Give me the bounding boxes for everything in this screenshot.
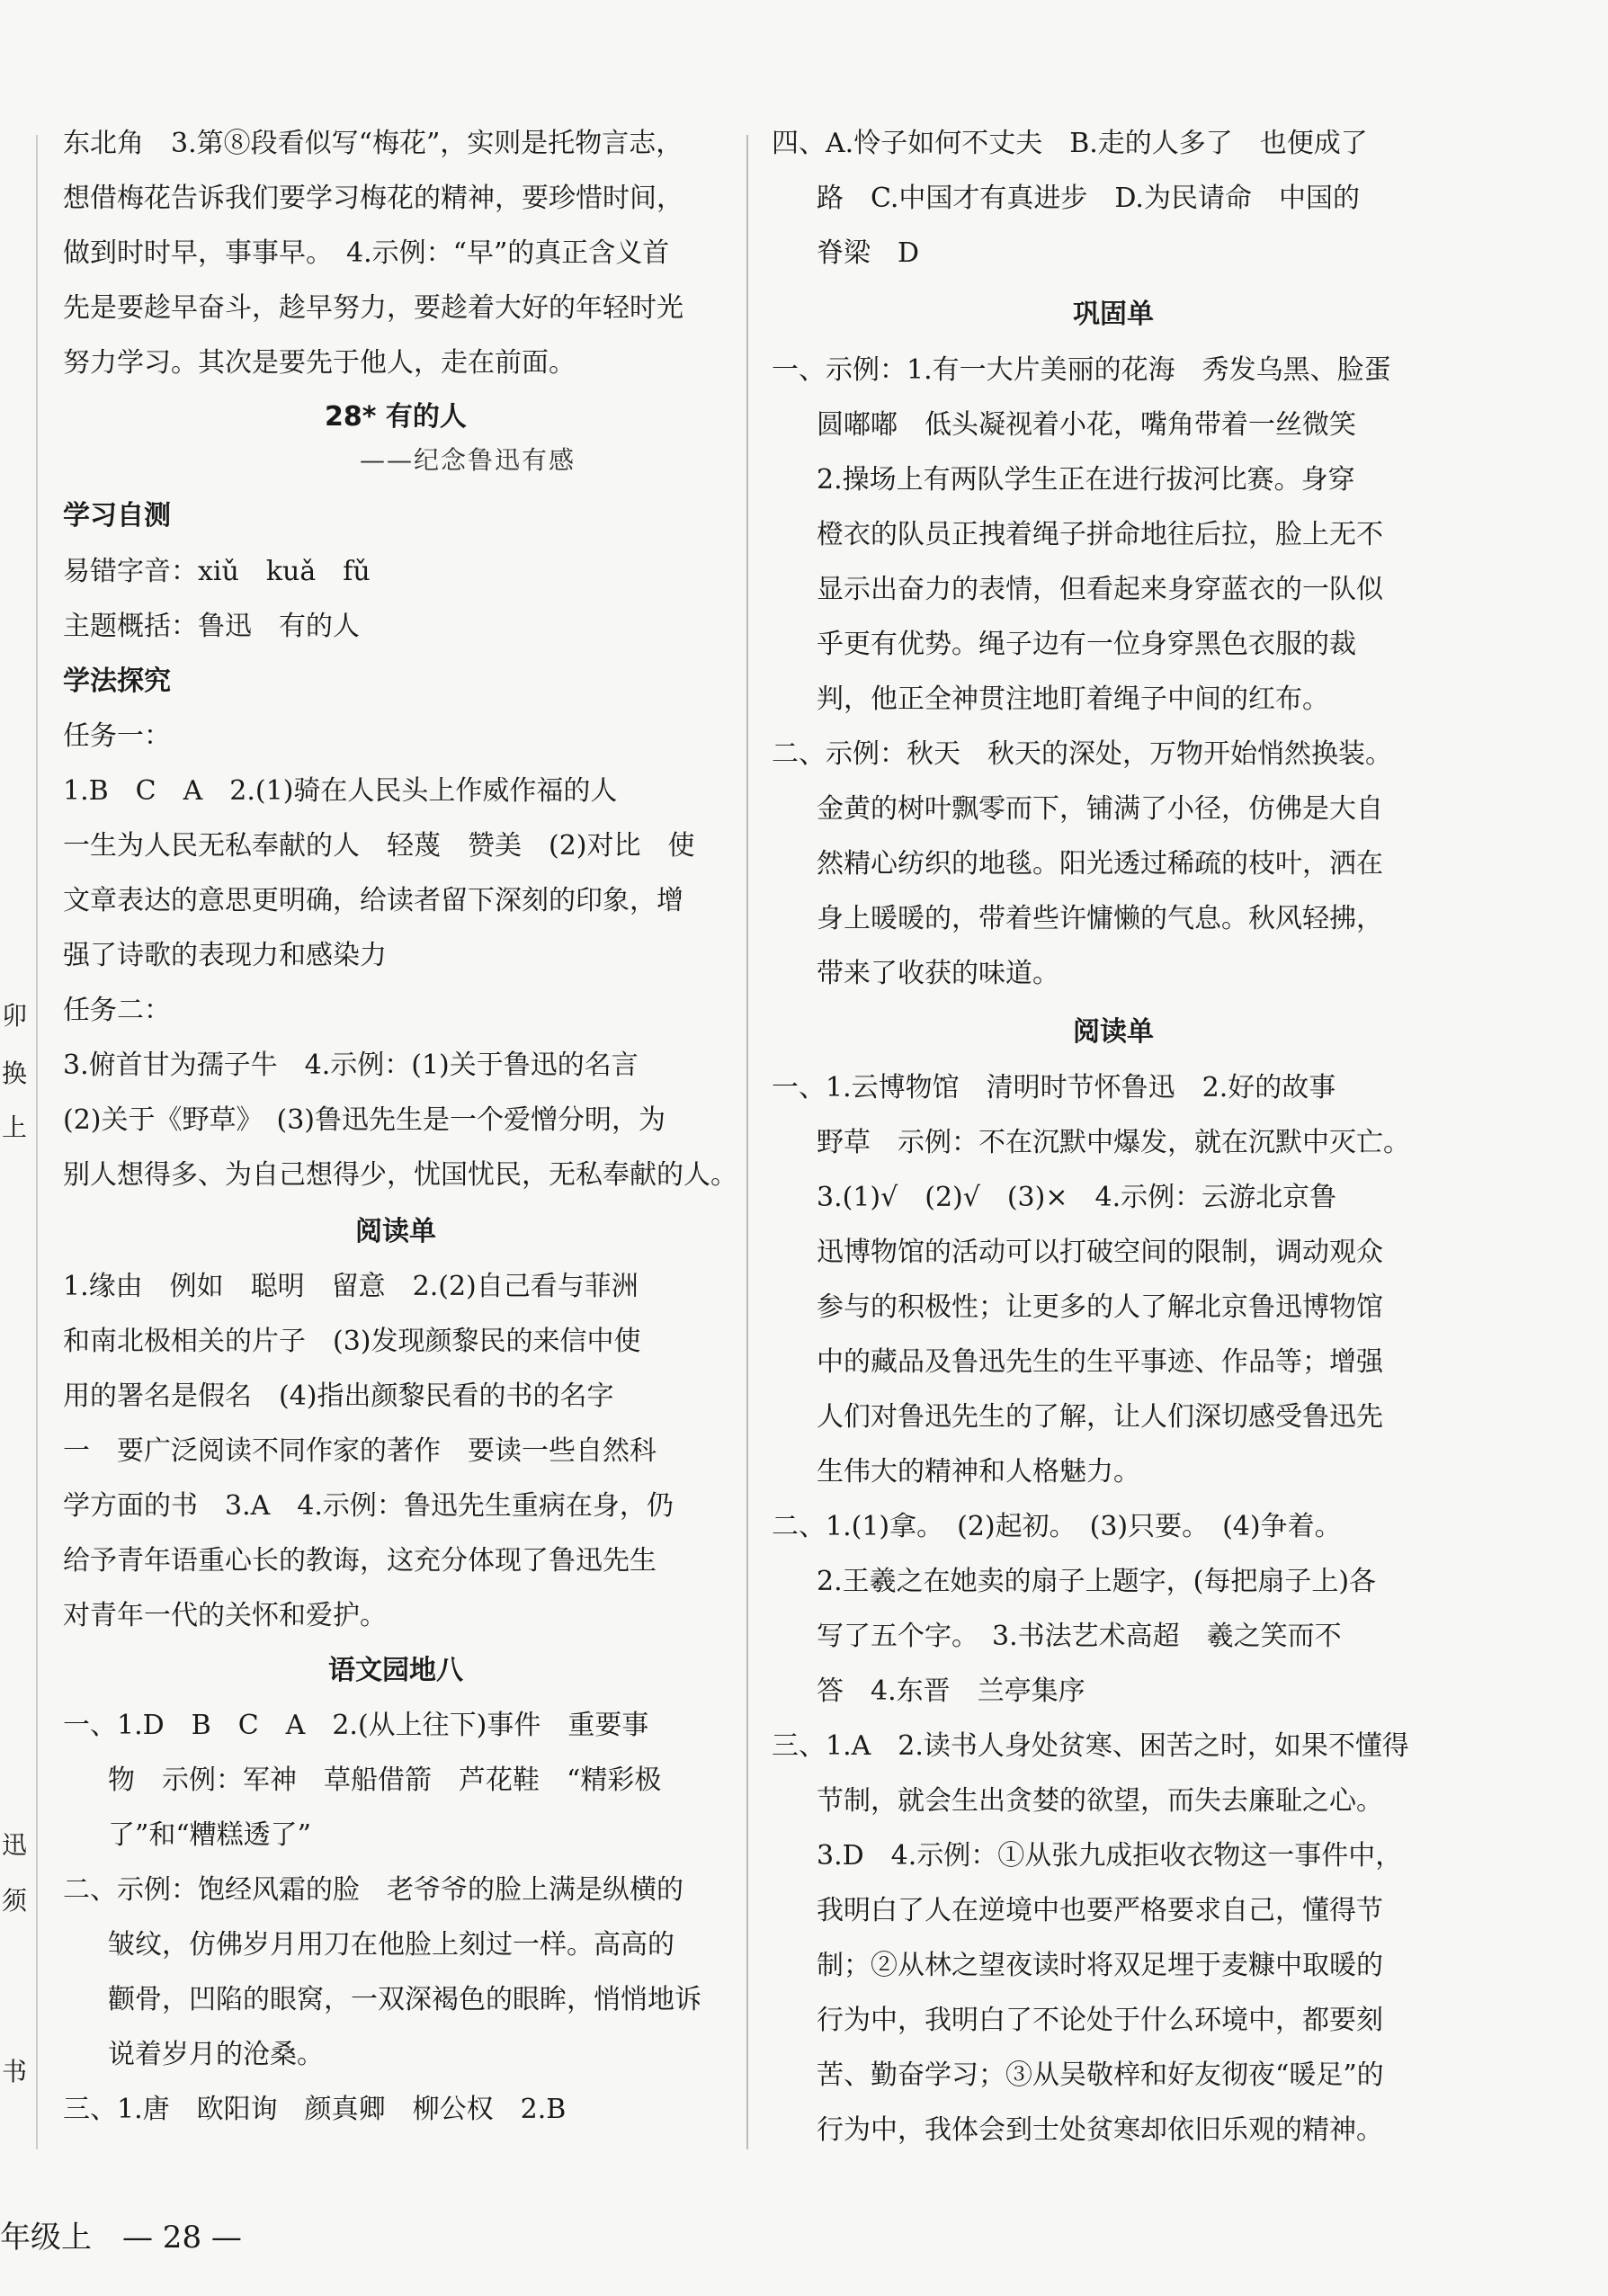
text-line: 一、1.D B C A 2.(从上往下)事件 重要事 <box>63 1710 649 1741</box>
text-line: 二、示例：秋天 秋天的深处，万物开始悄然换装。 <box>772 738 1392 770</box>
text-line: 苦、勤奋学习；③从吴敬梓和好友彻夜“暖足”的 <box>817 2059 1384 2091</box>
text-line: 1.B C A 2.(1)骑在人民头上作威作福的人 <box>63 775 618 807</box>
text-line: 1.缘由 例如 聪明 留意 2.(2)自己看与菲洲 <box>63 1271 639 1302</box>
text-line: 对青年一代的关怀和爱护。 <box>63 1600 387 1631</box>
text-line: 和南北极相关的片子 (3)发现颜黎民的来信中使 <box>63 1326 641 1357</box>
left-margin-rule <box>36 135 38 2149</box>
text-line: 我明白了人在逆境中也要严格要求自己，懂得节 <box>817 1895 1383 1926</box>
text-line: 物 示例：军神 草船借箭 芦花鞋 “精彩极 <box>108 1764 662 1796</box>
text-line: 三、1.A 2.读书人身处贫寒、困苦之时，如果不懂得 <box>772 1730 1409 1762</box>
text-line: 行为中，我体会到士处贫寒却依旧乐观的精神。 <box>817 2114 1383 2146</box>
text-line: 颧骨，凹陷的眼窝，一双深褐色的眼眸，悄悄地诉 <box>108 1984 701 2015</box>
text-line: 主题概括：鲁迅 有的人 <box>63 611 360 642</box>
text-line: 脊梁 D <box>817 237 920 269</box>
margin-char: 书 <box>2 2057 28 2086</box>
text-line: 努力学习。其次是要先于他人，走在前面。 <box>63 347 576 379</box>
text-line: 金黄的树叶飘零而下，铺满了小径，仿佛是大自 <box>817 793 1383 825</box>
text-line: 皱纹，仿佛岁月用刀在他脸上刻过一样。高高的 <box>108 1929 674 1961</box>
text-line: 身上暖暖的，带着些许慵懒的气息。秋风轻拂， <box>817 903 1383 934</box>
text-line: 迅博物馆的活动可以打破空间的限制，调动观众 <box>817 1237 1383 1268</box>
margin-char: 换 <box>2 1059 28 1088</box>
text-line: 一、示例：1.有一大片美丽的花海 秀发乌黑、脸蛋 <box>772 354 1391 386</box>
text-line: 然精心纺织的地毯。阳光透过稀疏的枝叶，洒在 <box>817 848 1383 880</box>
section-heading: 学习自测 <box>63 500 171 532</box>
text-line: 答 4.东晋 兰亭集序 <box>817 1675 1085 1707</box>
text-line: 二、示例：饱经风霜的脸 老爷爷的脸上满是纵横的 <box>63 1874 683 1906</box>
text-line: 圆嘟嘟 低头凝视着小花，嘴角带着一丝微笑 <box>817 409 1356 441</box>
text-line: 参与的积极性；让更多的人了解北京鲁迅博物馆 <box>817 1291 1383 1323</box>
section-heading: 阅读单 <box>355 1216 436 1247</box>
text-line: 一 要广泛阅读不同作家的著作 要读一些自然科 <box>63 1435 657 1467</box>
text-line: 带来了收获的味道。 <box>817 958 1059 989</box>
margin-char: 迅 <box>2 1830 28 1860</box>
margin-char: 上 <box>2 1112 28 1142</box>
text-line: 一生为人民无私奉献的人 轻蔑 赞美 (2)对比 使 <box>63 830 695 862</box>
lesson-subtitle: ——纪念鲁迅有感 <box>360 445 576 475</box>
text-line: 3.(1)√ (2)√ (3)× 4.示例：云游北京鲁 <box>817 1182 1337 1213</box>
text-line: 说着岁月的沧桑。 <box>108 2039 324 2070</box>
text-line: 别人想得多、为自己想得少，忧国忧民，无私奉献的人。 <box>63 1159 737 1191</box>
text-line: 二、1.(1)拿。 (2)起初。 (3)只要。 (4)争着。 <box>772 1511 1342 1542</box>
text-line: 行为中，我明白了不论处于什么环境中，都要刻 <box>817 2005 1383 2036</box>
text-line: 三、1.唐 欧阳询 颜真卿 柳公权 2.B <box>63 2094 567 2125</box>
text-line: 先是要趁早奋斗，趁早努力，要趁着大好的年轻时光 <box>63 292 683 324</box>
text-line: 用的署名是假名 (4)指出颜黎民看的书的名字 <box>63 1380 614 1412</box>
text-line: 橙衣的队员正拽着绳子拼命地往后拉，脸上无不 <box>817 519 1383 550</box>
text-line: 3.俯首甘为孺子牛 4.示例：(1)关于鲁迅的名言 <box>63 1050 639 1081</box>
page-footer: 年级上 — 28 — <box>0 2220 242 2256</box>
text-line: 显示出奋力的表情，但看起来身穿蓝衣的一队似 <box>817 574 1383 605</box>
text-line: 乎更有优势。绳子边有一位身穿黑色衣服的裁 <box>817 629 1356 660</box>
text-line: (2)关于《野草》 (3)鲁迅先生是一个爱憎分明，为 <box>63 1104 666 1136</box>
text-line: 节制，就会生出贪婪的欲望，而失去廉耻之心。 <box>817 1785 1383 1817</box>
margin-char: 卯 <box>2 1001 28 1031</box>
text-line: 想借梅花告诉我们要学习梅花的精神，要珍惜时间， <box>63 183 683 214</box>
text-line: 生伟大的精神和人格魅力。 <box>817 1456 1140 1487</box>
text-line: 野草 示例：不在沉默中爆发，就在沉默中灭亡。 <box>817 1127 1410 1158</box>
text-line: 做到时时早，事事早。 4.示例：“早”的真正含义首 <box>63 237 670 269</box>
text-line: 给予青年语重心长的教诲，这充分体现了鲁迅先生 <box>63 1545 657 1577</box>
text-line: 任务二： <box>63 995 171 1026</box>
column-divider <box>746 135 748 2149</box>
text-line: 学方面的书 3.A 4.示例：鲁迅先生重病在身，仍 <box>63 1490 674 1522</box>
text-line: 文章表达的意思更明确，给读者留下深刻的印象，增 <box>63 885 683 916</box>
text-line: 2.王羲之在她卖的扇子上题字，(每把扇子上)各 <box>817 1566 1377 1597</box>
text-line: 了”和“糟糕透了” <box>108 1819 312 1851</box>
text-line: 3.D 4.示例：①从张九成拒收衣物这一事件中， <box>817 1840 1403 1872</box>
section-heading: 阅读单 <box>1073 1016 1154 1048</box>
text-line: 写了五个字。 3.书法艺术高超 羲之笑而不 <box>817 1621 1342 1652</box>
text-line: 制；②从林之望夜读时将双足埋于麦糠中取暖的 <box>817 1950 1383 1981</box>
text-line: 中的藏品及鲁迅先生的生平事迹、作品等；增强 <box>817 1346 1383 1378</box>
text-line: 人们对鲁迅先生的了解，让人们深切感受鲁迅先 <box>817 1401 1383 1433</box>
text-line: 任务一： <box>63 720 171 752</box>
text-line: 强了诗歌的表现力和感染力 <box>63 940 387 971</box>
section-heading: 巩固单 <box>1073 299 1154 330</box>
text-line: 四、A.怜子如何不丈夫 B.走的人多了 也便成了 <box>772 128 1368 159</box>
section-heading: 学法探究 <box>63 666 171 697</box>
text-line: 2.操场上有两队学生正在进行拔河比赛。身穿 <box>817 464 1355 496</box>
lesson-title: 28* 有的人 <box>325 401 467 433</box>
text-line: 东北角 3.第⑧段看似写“梅花”，实则是托物言志， <box>63 128 683 159</box>
text-line: 易错字音：xiǔ kuǎ fǔ <box>63 556 371 587</box>
margin-char: 须 <box>2 1886 28 1916</box>
text-line: 路 C.中国才有真进步 D.为民请命 中国的 <box>817 183 1360 214</box>
text-line: 一、1.云博物馆 清明时节怀鲁迅 2.好的故事 <box>772 1072 1336 1103</box>
section-heading: 语文园地八 <box>328 1655 463 1686</box>
text-line: 判，他正全神贯注地盯着绳子中间的红布。 <box>817 683 1329 715</box>
